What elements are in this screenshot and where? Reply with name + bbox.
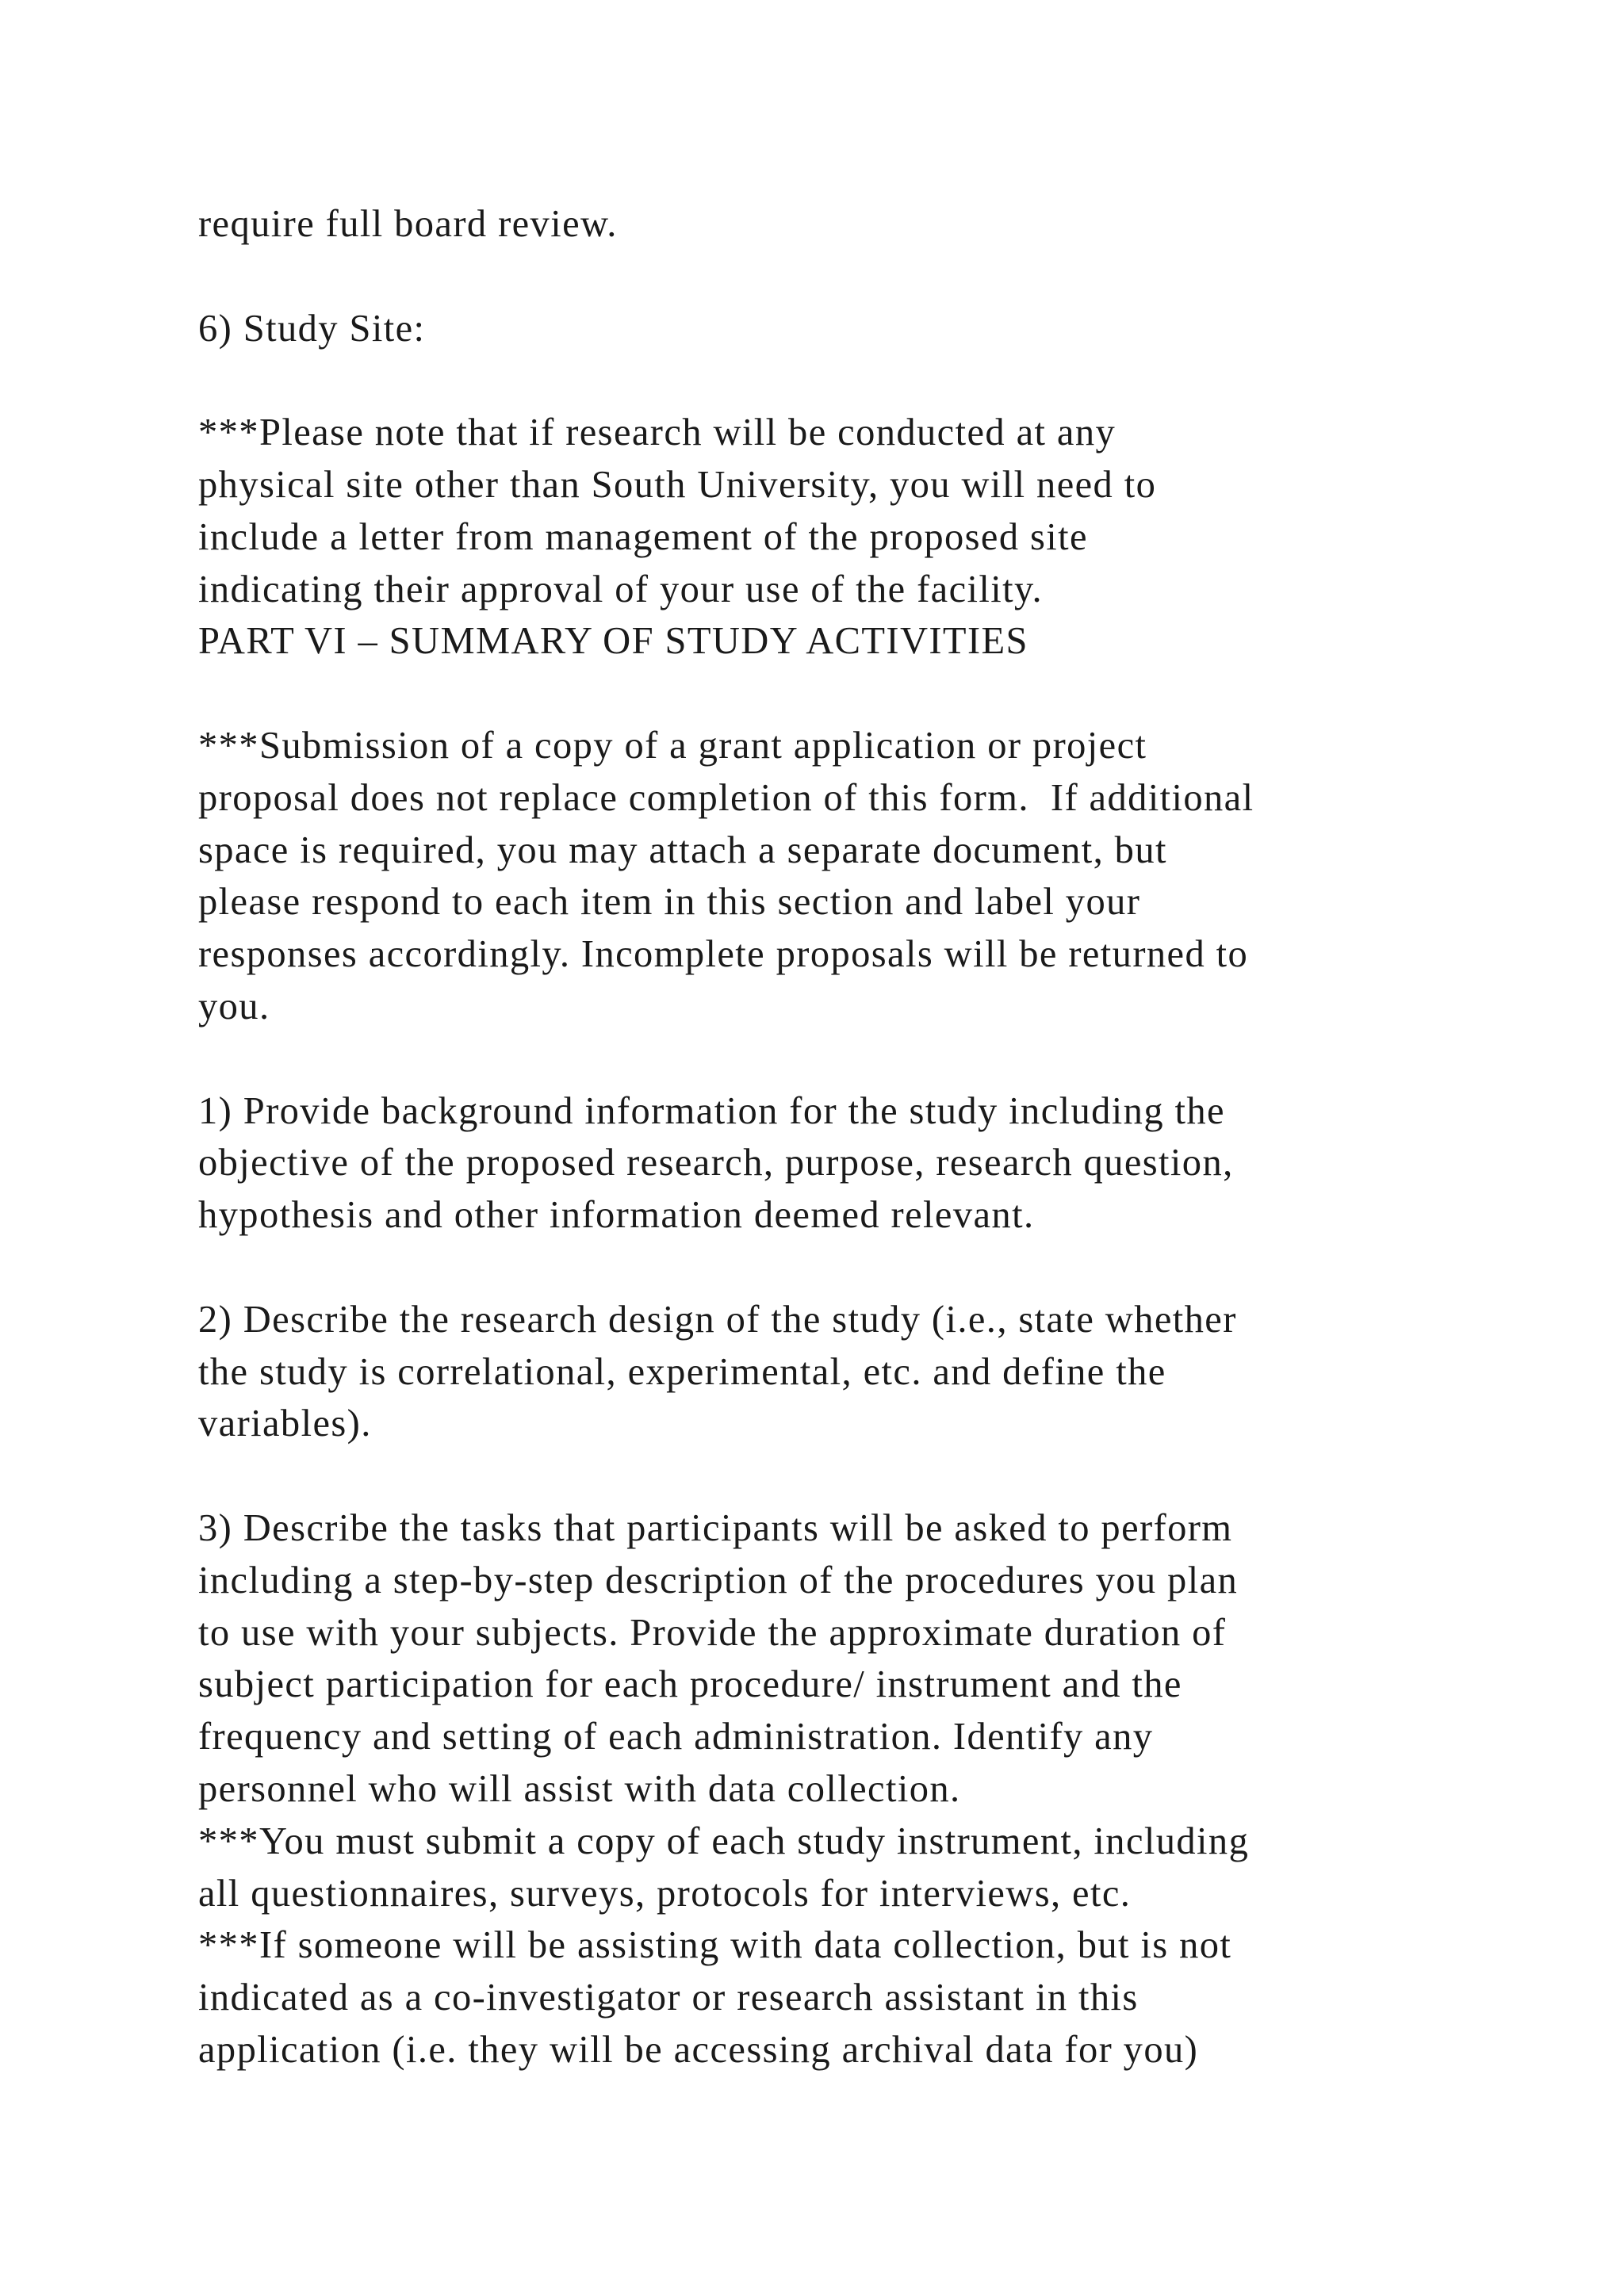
note-line: application (i.e. they will be accessing archival data for you) [198, 2028, 1199, 2071]
blank-line [198, 354, 1499, 407]
item-2-line: 2) Describe the research design of the study (i.e., state whether [198, 1298, 1237, 1341]
blank-line [198, 251, 1499, 303]
item-2-line: the study is correlational, experimental, etc. and define the [198, 1350, 1166, 1393]
item-3-line: frequency and setting of each administration. Identify any [198, 1716, 1154, 1758]
part-heading: PART VI – SUMMARY OF STUDY ACTIVITIES [198, 620, 1028, 663]
note-line: ***You must submit a copy of each study instrument, including [198, 1820, 1250, 1862]
blank-line [198, 1450, 1499, 1502]
text-line: responses accordingly. Incomplete proposals will be returned to [198, 933, 1249, 976]
item-3-line: personnel who will assist with data collection. [198, 1767, 961, 1810]
text-line: you. [198, 985, 270, 1027]
text-line: physical site other than South University, you will need to [198, 463, 1157, 506]
item-3-line: 3) Describe the tasks that participants will be asked to perform [198, 1506, 1233, 1549]
note-line: indicated as a co-investigator or research assistant in this [198, 1976, 1139, 2019]
text-line: ***Submission of a copy of a grant application or project [198, 724, 1147, 767]
blank-line [198, 1242, 1499, 1294]
item-1-line: hypothesis and other information deemed relevant. [198, 1194, 1035, 1237]
note-line: all questionnaires, surveys, protocols for interviews, etc. [198, 1872, 1132, 1915]
document-body [198, 198, 1499, 2076]
blank-line [198, 668, 1499, 720]
text-line: proposal does not replace completion of this form. If additional [198, 776, 1254, 819]
text-line: include a letter from management of the proposed site [198, 515, 1088, 558]
section-heading-study-site: 6) Study Site: [198, 307, 426, 350]
text-line: please respond to each item in this section and label your [198, 881, 1141, 924]
item-1-line: objective of the proposed research, purpose, research question, [198, 1142, 1234, 1184]
item-3-line: subject participation for each procedure/ instrument and the [198, 1663, 1182, 1706]
item-1-line: 1) Provide background information for the study including the [198, 1089, 1225, 1132]
item-2-line: variables). [198, 1402, 372, 1445]
item-3-line: including a step-by-step description of the procedures you plan [198, 1559, 1239, 1601]
text-line: ***Please note that if research will be conducted at any [198, 411, 1116, 454]
blank-line [198, 1033, 1499, 1085]
note-line: ***If someone will be assisting with data collection, but is not [198, 1924, 1232, 1967]
item-3-line: to use with your subjects. Provide the approximate duration of [198, 1611, 1227, 1654]
text-line: space is required, you may attach a separate document, but [198, 828, 1167, 871]
text-line: require full board review. [198, 203, 618, 245]
text-line: indicating their approval of your use of the facility. [198, 568, 1044, 610]
